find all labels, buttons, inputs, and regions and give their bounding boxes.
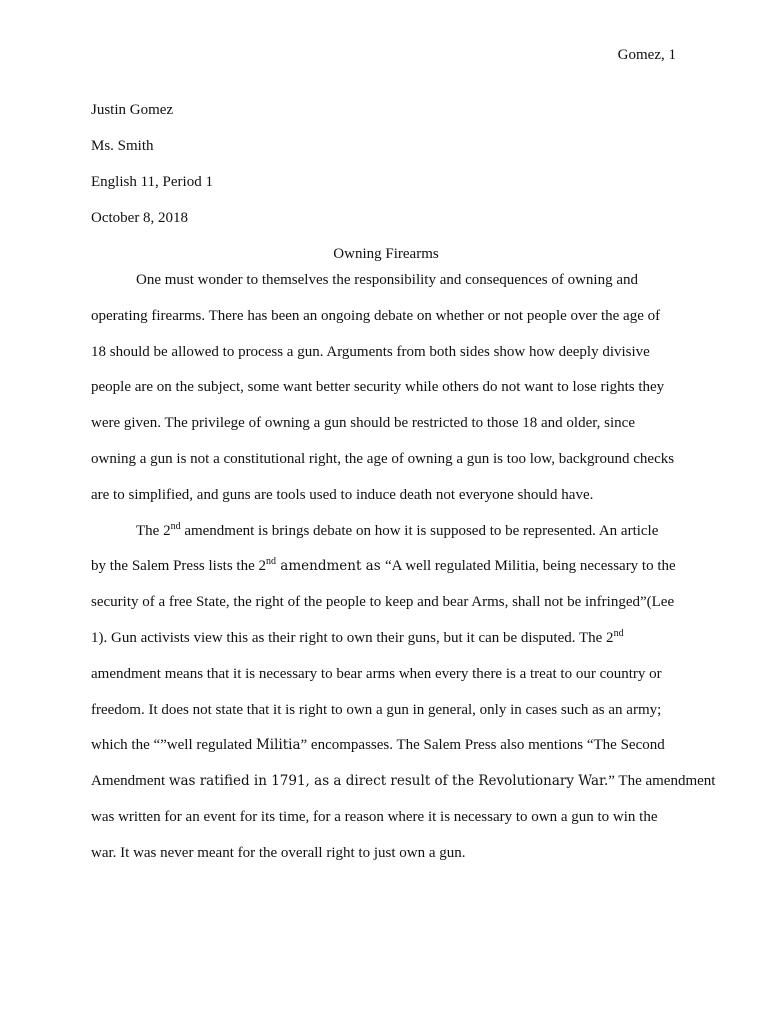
paragraph-line [91, 773, 716, 809]
paragraph-line [91, 627, 681, 666]
essay-date: October 8, 2018 [91, 210, 189, 226]
student-name: Justin Gomez [91, 102, 174, 118]
paragraph-line: owning a gun is not a constitutional right, the age of owning a gun is too low, background checks [91, 450, 675, 467]
paragraph-line [91, 737, 681, 773]
teacher-name: Ms. Smith [91, 138, 154, 154]
paragraph-line: were given. The privilege of owning a gun should be restricted to those 18 and older, since [91, 415, 635, 432]
paragraph-line: amendment means that it is necessary to bear arms when every there is a treat to our country or [91, 665, 662, 682]
paragraph-2 [91, 520, 716, 881]
superscript: nd [613, 627, 624, 639]
text-run: The 2 [136, 522, 171, 539]
paragraph-line: operating firearms. There has been an ongoing debate on whether or not people over the age of [91, 307, 661, 324]
course-name: English 11, Period 1 [91, 174, 213, 190]
text-run: was ratified in 1791, as a direct result of the Revolutionary War. [168, 773, 609, 790]
text-run: amendment as [276, 558, 385, 575]
paragraph-line: are to simplified, and guns are tools used to induce death not everyone should have. [91, 486, 594, 503]
text-run: ” The amendment [608, 773, 716, 790]
paragraph-line: people are on the subject, some want better security while others do not want to lose rights they [91, 379, 665, 396]
superscript: nd [170, 520, 181, 532]
text-run: ” encompasses. The Salem Press also mentions “The Second [300, 737, 665, 754]
paragraph-line: One must wonder to themselves the responsibility and consequences of owning and [136, 272, 638, 288]
paragraph-line [91, 520, 681, 559]
document-body [91, 92, 716, 881]
essay-title: Owning Firearms [333, 246, 439, 262]
paragraph-line: security of a free State, the right of the people to keep and bear Arms, shall not be infringed”(Lee [91, 594, 675, 611]
paragraph-1 [91, 272, 681, 523]
text-run: 1). Gun activists view this as their right to own their guns, but it can be disputed. The 2 [91, 629, 614, 646]
paragraph-line: freedom. It does not state that it is right to own a gun in general, only in cases such as an army; [91, 701, 662, 718]
text-run: Amendment [91, 773, 169, 790]
running-head: Gomez, 1 [617, 47, 676, 63]
text-run: which the “”well regulated [91, 737, 256, 754]
paragraph-line: 18 should be allowed to process a gun. Arguments from both sides show how deeply divisive [91, 343, 650, 360]
superscript: nd [266, 556, 276, 568]
paragraph-line: war. It was never meant for the overall right to just own a gun. [91, 844, 466, 861]
paragraph-line: was written for an event for its time, for a reason where it is necessary to own a gun to win the [91, 808, 658, 825]
text-run: “A well regulated Militia, being necessary to the [384, 558, 676, 575]
text-run: amendment is brings debate on how it is supposed to be represented. An article [180, 522, 659, 539]
text-run: Militia [255, 737, 301, 754]
text-run: by the Salem Press lists the 2 [91, 558, 266, 575]
paragraph-line [91, 558, 681, 594]
